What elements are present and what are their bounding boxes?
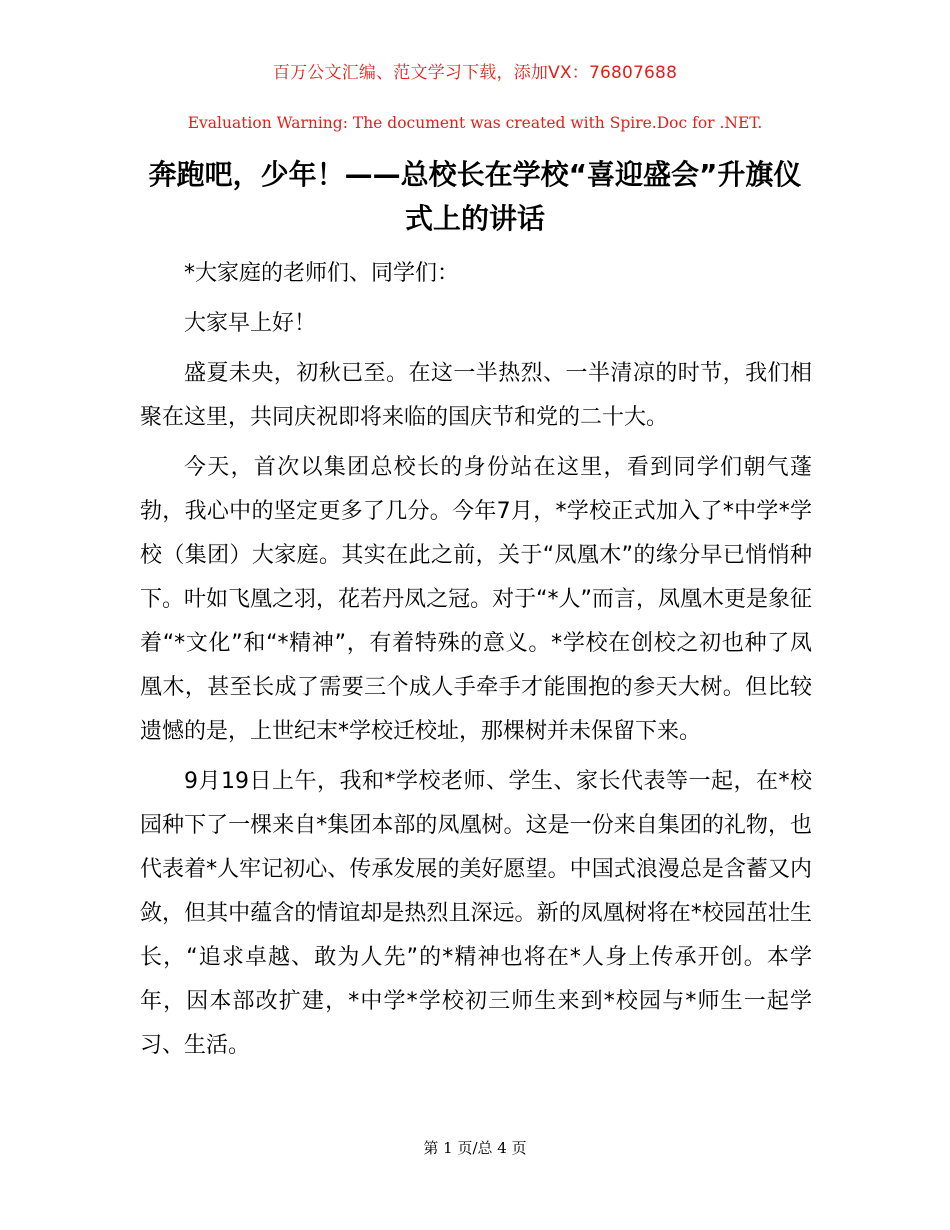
header-banner: 百万公文汇编、范文学习下载，添加VX：76807688 [272, 63, 678, 83]
greeting: 大家早上好！ [184, 311, 317, 336]
body-paragraph: 盛夏未央，初秋已至。在这一半热烈、一半清凉的时节，我们相聚在这里，共同庆祝即将来临的国庆节和党的二十大。 [140, 361, 812, 430]
document-title: 奔跑吧，少年！——总校长在学校“喜迎盛会”升旗仪式上的讲话 [148, 158, 802, 235]
salutation: *大家庭的老师们、同学们： [184, 261, 460, 286]
evaluation-warning: Evaluation Warning: The document was created with Spire.Doc for .NET. [187, 114, 763, 132]
body-paragraph: 9月19日上午，我和*学校老师、学生、家长代表等一起，在*校园种下了一棵来自*集团本部的凤凰树。这是一份来自集团的礼物，也代表着*人牢记初心、传承发展的美好愿望。中国式浪漫总是含蓄又内敛，但其中蕴含的情谊却是热烈且深远。新的凤凰树将在*校园茁壮生长，“追求卓越、敢为人先”的*精神也将在*人身上传承开创。本学年，因本部改扩建，*中学*学校初三师生来到*校园与*师生一起学习、生活。 [140, 769, 812, 1058]
body-paragraph: 今天，首次以集团总校长的身份站在这里，看到同学们朝气蓬勃，我心中的坚定更多了几分。今年7月，*学校正式加入了*中学*学校（集团）大家庭。其实在此之前，关于“凤凰木”的缘分早已悄悄种下。叶如飞凰之羽，花若丹凤之冠。对于“*人”而言，凤凰木更是象征着“*文化”和“*精神”，有着特殊的意义。*学校在创校之初也种了凤凰木，甚至长成了需要三个成人手牵手才能围抱的参天大树。但比较遗憾的是，上世纪末*学校迁校址，那棵树并未保留下来。 [140, 455, 812, 744]
document-body [140, 252, 812, 1074]
page-indicator: 第 1 页/总 4 页 [423, 1139, 527, 1157]
